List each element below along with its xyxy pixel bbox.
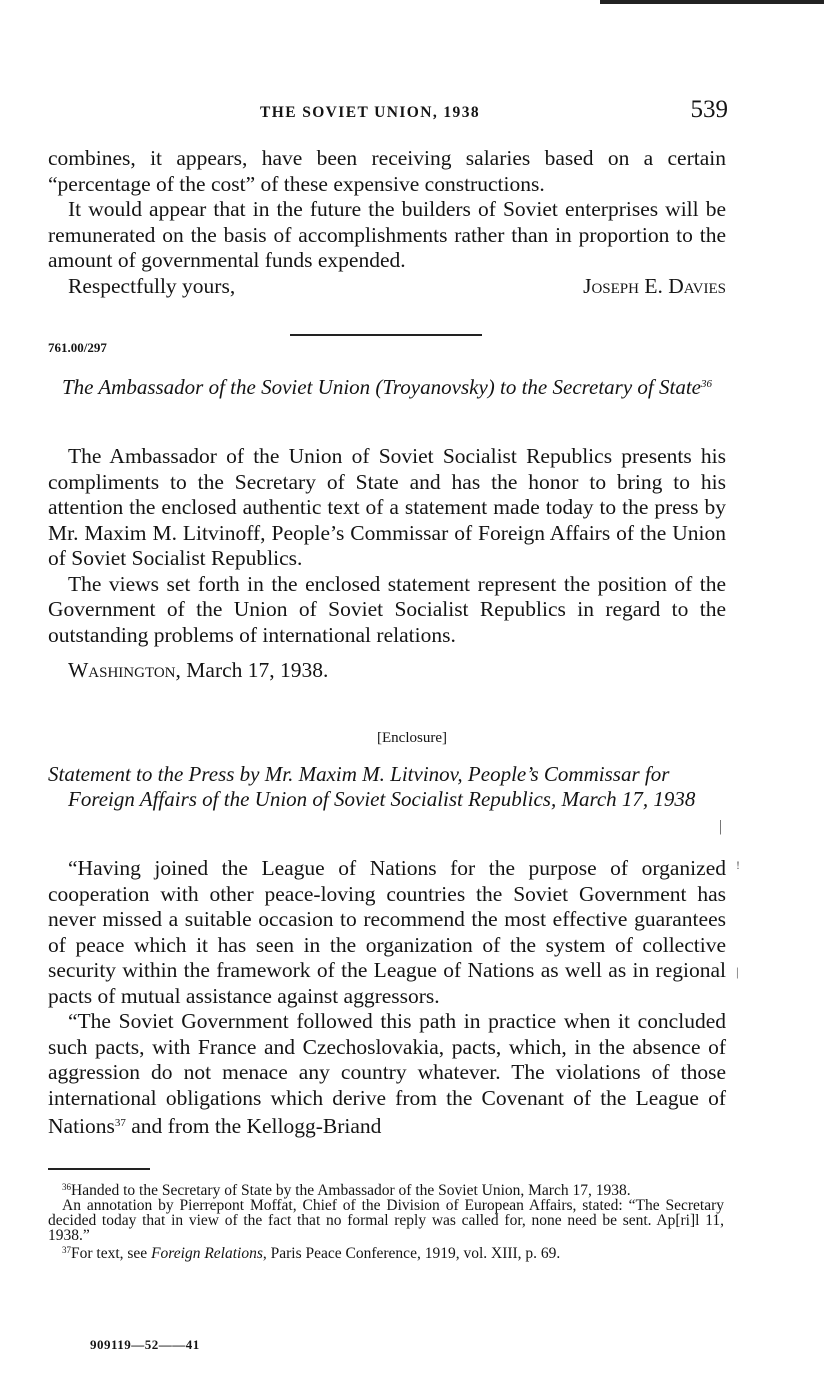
paragraph: It would appear that in the future the builders of Soviet enterprises will be remunerated on the basis of accomplishments rather than in proportion to the amount of governmental funds expended. bbox=[48, 197, 726, 272]
statement-title-text: Statement to the Press by Mr. Maxim M. Litvinov, People’s Commissar for Foreign Affairs of the Union of Soviet Socialist Republics, March 17, 1938 bbox=[48, 762, 696, 811]
footnote-ref: 36 bbox=[701, 378, 713, 390]
statement-body bbox=[48, 856, 726, 1140]
footnote-text: Handed to the Secretary of State by the Ambassador of the Soviet Union, March 17, 1938. bbox=[71, 1182, 631, 1199]
section-divider bbox=[290, 334, 482, 336]
signature: Joseph E. Davies bbox=[583, 273, 726, 298]
footnote-text-cont: , Paris Peace Conference, 1919, vol. XIII, p. 69. bbox=[262, 1245, 561, 1262]
paragraph: “Having joined the League of Nations for the purpose of organized cooperation with other peace-loving countries the Soviet Government has never missed a suitable occasion to recommend the most effective guarantees of peace which it has seen in the organization of the system of collective security within the framework of the League of Nations as well as in regional pacts of mutual assistance against aggressors. bbox=[48, 856, 726, 1008]
page-number: 539 bbox=[690, 96, 728, 123]
signature-line bbox=[48, 274, 726, 300]
page-header bbox=[48, 96, 728, 132]
document-title-text: The Ambassador of the Soviet Union (Troyanovsky) to the Secretary of State bbox=[61, 375, 702, 399]
footnote-source-title: Foreign Relations bbox=[151, 1245, 263, 1262]
footnote-text: For text, see bbox=[71, 1245, 152, 1262]
footnote-ref: 37 bbox=[114, 1117, 126, 1129]
place: Washington bbox=[68, 658, 176, 682]
scan-mark: | bbox=[736, 964, 739, 979]
scan-mark: ! bbox=[736, 858, 740, 872]
document-body bbox=[48, 444, 726, 684]
print-code: 909119—52——41 bbox=[90, 1337, 200, 1352]
file-number: 761.00/297 bbox=[48, 340, 107, 355]
paragraph-text: “The Soviet Government followed this path in practice when it concluded such pacts, with France and Czechoslovakia, pacts, which, in the absence of aggression do not menace any country whatever. The violations of those international obligations which derive from the Covenant of the League of Nations bbox=[48, 1009, 726, 1138]
scan-mark: | bbox=[719, 818, 723, 835]
footnote-37 bbox=[48, 1243, 724, 1261]
date: , March 17, 1938. bbox=[175, 658, 329, 682]
scan-edge-rule bbox=[600, 0, 824, 4]
paragraph: The views set forth in the enclosed statement represent the position of the Government of the Union of Soviet Socialist Republics in regard to the outstanding problems of international relations. bbox=[48, 571, 726, 647]
paragraph bbox=[48, 1009, 726, 1140]
running-title: THE SOVIET UNION, 1938 bbox=[260, 104, 481, 121]
paragraph-text-cont: and from the Kellogg-Briand bbox=[125, 1114, 382, 1138]
document-title bbox=[48, 372, 726, 400]
enclosure-label: [Enclosure] bbox=[377, 730, 447, 746]
footnote-36 bbox=[48, 1180, 724, 1198]
paragraph: combines, it appears, have been receiving salaries based on a certain “percentage of the cost” of these expensive constructions. bbox=[48, 146, 726, 196]
footnote-annotation: An annotation by Pierrepont Moffat, Chief of the Division of European Affairs, stated: “The Secretary decided today that in view of the fact that no formal reply was called for, none need be sent. Ap[ri]l 11, 1938.” bbox=[48, 1197, 724, 1244]
footnote-marker: 36 bbox=[62, 1182, 71, 1192]
opening-text bbox=[48, 146, 726, 299]
statement-title bbox=[48, 762, 720, 812]
closing: Respectfully yours, bbox=[68, 273, 236, 298]
dateline bbox=[48, 658, 726, 684]
footnote-marker: 37 bbox=[62, 1245, 71, 1255]
footnotes bbox=[48, 1180, 724, 1261]
footnote-rule bbox=[48, 1168, 150, 1170]
paragraph: The Ambassador of the Union of Soviet Socialist Republics presents his compliments to the Secretary of State and has the honor to bring to his attention the enclosed authentic text of a statement made today to the press by Mr. Maxim M. Litvinoff, People’s Commissar of Foreign Affairs of the Union of Soviet Socialist Republics. bbox=[48, 444, 726, 570]
